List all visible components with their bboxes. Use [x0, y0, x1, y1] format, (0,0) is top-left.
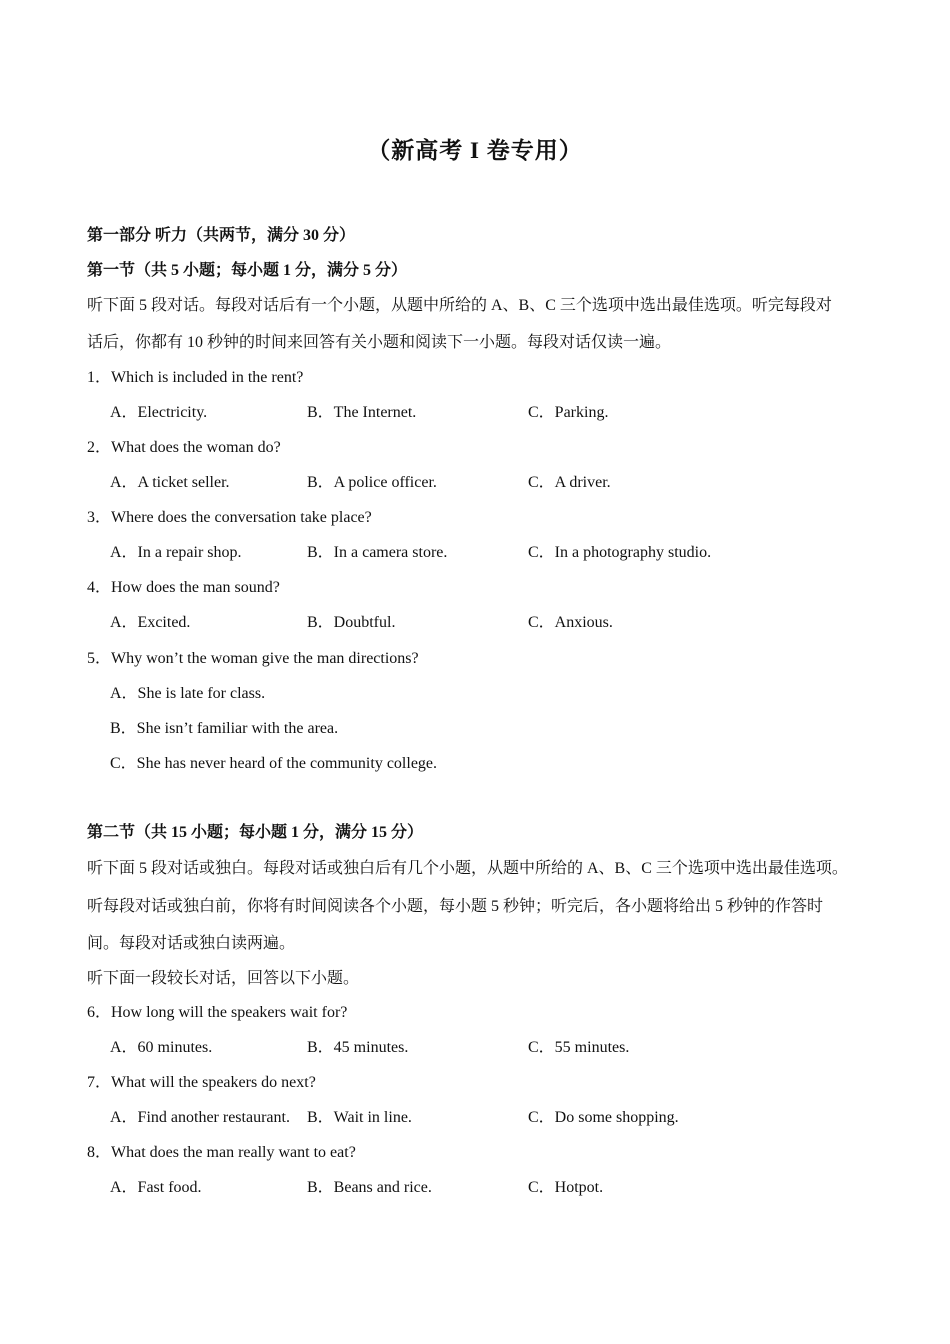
q1-option-a: A．Electricity. — [110, 404, 208, 421]
section1-heading: 第一节（共 5 小题；每小题 1 分，满分 5 分） — [87, 262, 408, 279]
section2-instructions-line2: 听每段对话或独白前，你将有时间阅读各个小题，每小题 5 秒钟；听完后，各小题将给出 5 秒钟的作答时 — [87, 898, 824, 915]
section1-instructions-line2: 话后，你都有 10 秒钟的时间来回答有关小题和阅读下一小题。每段对话仅读一遍。 — [87, 334, 672, 351]
q3-option-b: B．In a camera store. — [307, 544, 448, 561]
q5-option-c: C．She has never heard of the community college. — [110, 755, 438, 772]
q7-option-b: B．Wait in line. — [307, 1109, 412, 1126]
question-5: 5．Why won’t the woman give the man directions? — [87, 650, 419, 667]
q7-option-c: C．Do some shopping. — [528, 1109, 679, 1126]
q6-option-a: A．60 minutes. — [110, 1039, 213, 1056]
q6-option-c: C．55 minutes. — [528, 1039, 630, 1056]
q8-option-a: A．Fast food. — [110, 1179, 202, 1196]
q5-option-a: A．She is late for class. — [110, 685, 266, 702]
page-title: （新高考 I 卷专用） — [367, 138, 583, 163]
q7-option-a: A．Find another restaurant. — [110, 1109, 290, 1126]
question-4: 4．How does the man sound? — [87, 579, 280, 596]
q1-option-b: B．The Internet. — [307, 404, 417, 421]
q1-option-c: C．Parking. — [528, 404, 609, 421]
part1-heading: 第一部分 听力（共两节，满分 30 分） — [87, 227, 356, 244]
q8-option-c: C．Hotpot. — [528, 1179, 604, 1196]
question-1: 1．Which is included in the rent? — [87, 369, 304, 386]
section2-instructions-line1: 听下面 5 段对话或独白。每段对话或独白后有几个小题，从题中所给的 A、B、C 三个选项中选出最佳选项。 — [87, 860, 848, 877]
q3-option-a: A．In a repair shop. — [110, 544, 242, 561]
q4-option-c: C．Anxious. — [528, 614, 613, 631]
section2-prompt: 听下面一段较长对话，回答以下小题。 — [87, 970, 360, 987]
q5-option-b: B．She isn’t familiar with the area. — [110, 720, 339, 737]
q6-option-b: B．45 minutes. — [307, 1039, 409, 1056]
section2-heading: 第二节（共 15 小题；每小题 1 分，满分 15 分） — [87, 824, 424, 841]
q3-option-c: C．In a photography studio. — [528, 544, 712, 561]
question-2: 2．What does the woman do? — [87, 439, 281, 456]
q4-option-a: A．Excited. — [110, 614, 191, 631]
section1-instructions-line1: 听下面 5 段对话。每段对话后有一个小题，从题中所给的 A、B、C 三个选项中选出最佳选项。听完每段对 — [87, 297, 832, 314]
question-6: 6．How long will the speakers wait for? — [87, 1004, 348, 1021]
q2-option-a: A．A ticket seller. — [110, 474, 230, 491]
section2-instructions-line3: 间。每段对话或独白读两遍。 — [87, 935, 296, 952]
question-7: 7．What will the speakers do next? — [87, 1074, 316, 1091]
q2-option-b: B．A police officer. — [307, 474, 437, 491]
question-3: 3．Where does the conversation take place? — [87, 509, 372, 526]
q4-option-b: B．Doubtful. — [307, 614, 396, 631]
question-8: 8．What does the man really want to eat? — [87, 1144, 356, 1161]
q8-option-b: B．Beans and rice. — [307, 1179, 432, 1196]
q2-option-c: C．A driver. — [528, 474, 611, 491]
